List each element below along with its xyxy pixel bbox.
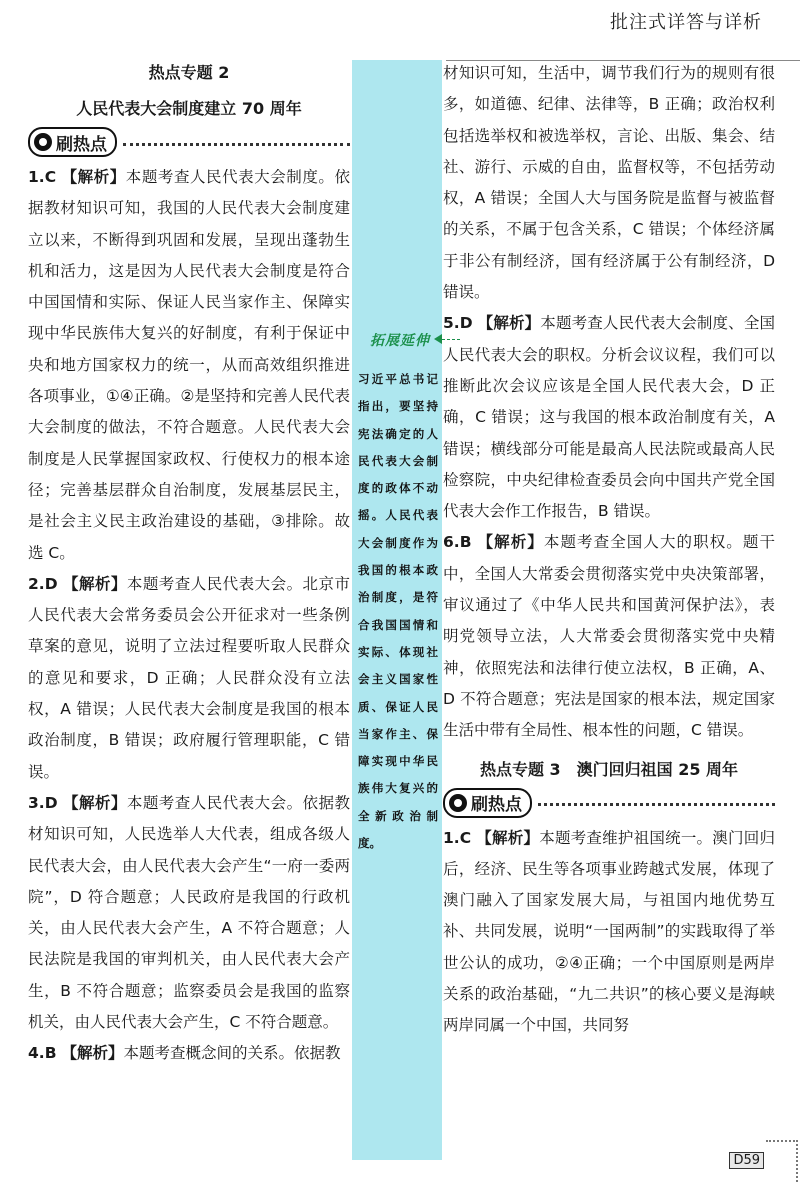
analysis-tag: 【解析】 xyxy=(477,533,544,552)
question-number: 1. xyxy=(28,168,45,186)
section-title-3: 热点专题 3 澳门回归祖国 25 周年 xyxy=(479,759,739,779)
analysis-tag: 【解析】 xyxy=(476,828,540,847)
section-subtitle-1: 人民代表大会制度建立 70 周年 xyxy=(76,99,302,118)
arrow-left-icon xyxy=(434,334,442,344)
answer-letter: B xyxy=(459,533,472,552)
shuare-banner-2 xyxy=(443,787,775,819)
dotted-rule xyxy=(538,803,775,806)
brush-icon xyxy=(34,133,52,151)
answer-3 xyxy=(28,788,350,1038)
answer-4 xyxy=(28,1038,350,1069)
left-column xyxy=(28,58,350,1070)
question-number: 4. xyxy=(28,1044,45,1063)
analysis-tag: 【解析】 xyxy=(61,1044,124,1063)
question-number: 1. xyxy=(443,828,460,847)
side-annotation-text: 习近平总书记指出，要坚持宪法确定的人民代表大会制度的政体不动摇。人民代表大会制度作为我国的根本政治制度，是符合我国国情和实际、体现社会主义国家性质、保证人民当家作主、保障实现中华民族伟大复兴的全新政治制度。 xyxy=(358,372,438,851)
answer-5 xyxy=(443,308,775,527)
answer-1 xyxy=(28,162,350,569)
answer-6 xyxy=(443,527,775,746)
analysis-text: 本题考查人民代表大会制度。依据教材知识可知，我国的人民代表大会制度建立以来，不断得到巩固和发展，呈现出蓬勃生机和活力，这是因为人民代表大会制度是符合中国国情和实际、保证人民当家作主、保障实现中华民族伟大复兴的好制度，有利于保证中央和地方国家权力的统一，从而高效组织推进各项事业，①④正确。②是坚持和完善人民代表大会制度的做法，不符合题意。人民代表大会制度是人民掌握国家政权、行使权力的根本途径；完善基层群众自治制度，发展基层民主，是社会主义民主政治建设的基础，③排除。故选 C。 xyxy=(28,168,350,562)
answer-letter: D xyxy=(44,793,58,812)
analysis-tag: 【解析】 xyxy=(477,314,541,333)
answer-2 xyxy=(28,569,350,788)
corner-decoration xyxy=(766,1140,798,1182)
side-annotation-heading: 拓展延伸 xyxy=(370,333,430,349)
answer-letter: B xyxy=(44,1044,57,1063)
question-number: 3. xyxy=(28,793,45,812)
shuare-badge xyxy=(28,127,117,157)
answer-letter: D xyxy=(44,574,58,593)
analysis-text: 本题考查人民代表大会。依据教材知识可知，人民选举人大代表，组成各级人民代表大会，由人民代表大会产生“一府一委两院”，D 符合题意；人民政府是我国的行政机关，由人民代表大会产生，A 不符合题意；人民法院是我国的审判机关，由人民代表大会产生，B 不符合题意；监察委员会是我国的监察机关，由人民代表大会产生，C 不符合题意。 xyxy=(28,793,350,1032)
analysis-text: 本题考查维护祖国统一。澳门回归后，经济、民生等各项事业跨越式发展，体现了澳门融入了国家发展大局，与祖国内地优势互补、共同发展，说明“一国两制”的实践取得了举世公认的成功，②④正确；一个中国原则是两岸关系的政治基础，“九二共识”的核心要义是海峡两岸同属一个中国，共同努 xyxy=(443,828,775,1035)
answer-letter: C xyxy=(459,828,472,847)
answer-4-continued: 材知识可知，生活中，调节我们行为的规则有很多，如道德、纪律、法律等，B 正确；政治权利包括选举权和被选举权，言论、出版、集会、结社、游行、示威的自由，监督权等，不包括劳动权，A 错误；全国人大与国务院是监督与被监督的关系，不属于包含关系，C 错误；个体经济属于非公有制经济，国有经济属于公有制经济，D 错误。 xyxy=(443,64,775,302)
analysis-text: 本题考查概念间的关系。依据教 xyxy=(123,1044,341,1063)
answer-letter: C xyxy=(44,168,57,186)
question-number: 2. xyxy=(28,574,45,593)
page-number: D59 xyxy=(729,1152,764,1169)
dotted-rule xyxy=(123,143,350,146)
analysis-tag: 【解析】 xyxy=(62,793,127,812)
shuare-banner-1 xyxy=(28,126,350,158)
analysis-text: 本题考查全国人大的职权。题干中，全国人大常委会贯彻落实党中央决策部署，审议通过了《中华人民共和国黄河保护法》，表明党领导立法，人大常委会贯彻落实党中央精神，依照宪法和法律行使立法权，B 正确，A、D 不符合题意；宪法是国家的根本法，规定国家生活中带有全局性、根本性的问题，C 错误。 xyxy=(443,533,775,740)
header-title: 批注式详答与详析 xyxy=(610,12,762,33)
analysis-tag: 【解析】 xyxy=(61,168,126,186)
analysis-text: 本题考查人民代表大会。北京市人民代表大会常务委员会公开征求对一些条例草案的意见，说明了立法过程要听取人民群众的意见和要求，D 正确；人民群众没有立法权，A 错误；人民代表大会制度是我国的根本政治制度，B 错误；政府履行管理职能，C 错误。 xyxy=(28,574,350,781)
question-number: 6. xyxy=(443,533,460,552)
shuare-badge xyxy=(443,788,532,818)
section-title-1: 热点专题 2 xyxy=(148,63,230,82)
answer-letter: D xyxy=(459,314,473,333)
analysis-tag: 【解析】 xyxy=(62,574,127,593)
badge-label: 刷热点 xyxy=(56,134,107,155)
answer-1b xyxy=(443,823,775,1042)
question-number: 5. xyxy=(443,314,460,333)
badge-label: 刷热点 xyxy=(471,795,522,816)
brush-icon xyxy=(449,794,467,812)
analysis-text: 本题考查人民代表大会制度、全国人民代表大会的职权。分析会议议程，我们可以推断此次会议应该是全国人民代表大会，D 正确，C 错误；这与我国的根本政治制度有关，A 错误；横线部分可能是最高人民法院或最高人民检察院，中央纪律检查委员会向中国共产党全国代表大会作工作报告，B 错误。 xyxy=(443,314,775,521)
right-column xyxy=(443,58,775,1042)
